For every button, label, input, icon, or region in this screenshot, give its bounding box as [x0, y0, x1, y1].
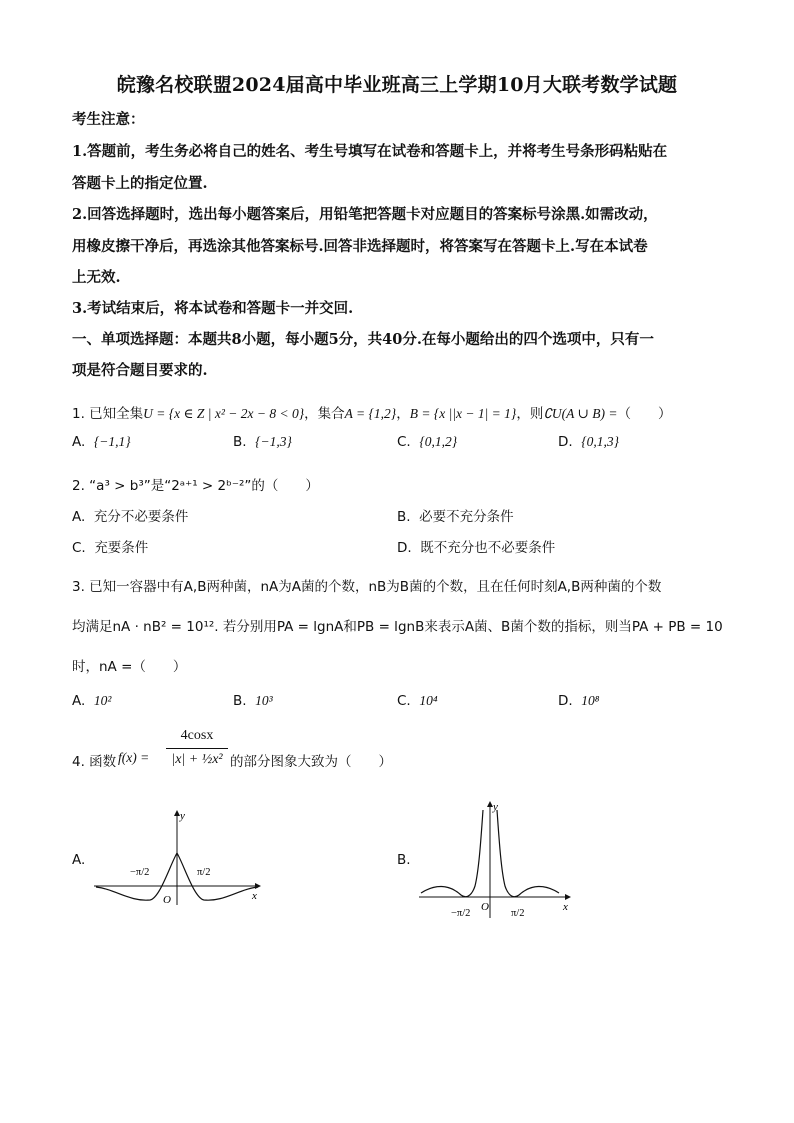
graph-b[interactable]: [415, 798, 575, 923]
notice-item: 上无效.: [72, 269, 121, 286]
graph-a-label[interactable]: A.: [72, 852, 86, 868]
graph-b-y-label: y: [493, 801, 498, 813]
q3-option-c[interactable]: C. 10⁴: [397, 693, 438, 709]
q1-option-a[interactable]: A. {−1,1}: [72, 434, 131, 450]
q2-option-d[interactable]: D. 既不充分也不必要条件: [397, 540, 556, 556]
graph-a-neg-tick: −π/2: [130, 867, 150, 878]
notice-item: 3.考试结束后，将本试卷和答题卡一并交回.: [72, 300, 354, 317]
graph-b-curve-left: [421, 810, 483, 897]
q4-suffix: 的部分图象大致为（ ）: [230, 754, 392, 770]
section-heading-cont: 项是符合题目要求的.: [72, 362, 208, 379]
question-3-line1: 3. 已知一容器中有A,B两种菌，nA为A菌的个数，nB为B菌的个数，且在任何时刻A,B两种菌的个数: [72, 579, 662, 595]
graph-b-pos-tick: π/2: [511, 908, 525, 919]
q2-option-a[interactable]: A. 充分不必要条件: [72, 509, 189, 525]
q4-numerator: 4cosx: [180, 728, 214, 743]
graph-a-y-label: y: [180, 810, 185, 822]
q1-mid1: ，集合: [304, 406, 345, 422]
q3-option-d[interactable]: D. 10⁸: [558, 693, 600, 709]
graph-a-origin: O: [163, 894, 171, 906]
graph-a[interactable]: [90, 805, 270, 910]
page-title: 皖豫名校联盟2024届高中毕业班高三上学期10月大联考数学试题: [116, 74, 678, 96]
graph-a-pos-tick: π/2: [197, 867, 211, 878]
graph-b-label[interactable]: B.: [397, 852, 411, 868]
notice-item: 答题卡上的指定位置.: [72, 175, 208, 192]
q1-paren: （ ）: [617, 406, 672, 422]
notice-item: 用橡皮擦干净后，再选涂其他答案标号.回答非选择题时，将答案写在答题卡上.写在本试卷: [72, 238, 648, 255]
q1-mid3: ，则: [516, 406, 544, 422]
q3-option-a[interactable]: A. 10²: [72, 693, 112, 709]
q2-option-c[interactable]: C. 充要条件: [72, 540, 149, 556]
graph-b-curve-right: [497, 810, 559, 897]
q4-denominator: |x| + ½x²: [171, 752, 223, 767]
q1-option-c[interactable]: C. {0,1,2}: [397, 434, 458, 450]
q1-prefix: 1. 已知全集: [72, 406, 144, 422]
q1-set-b: B = {x ||x − 1| = 1}: [409, 406, 517, 421]
notice-heading: 考生注意：: [72, 111, 145, 128]
graph-b-neg-tick: −π/2: [451, 908, 471, 919]
section-heading: 一、单项选择题：本题共8小题，每小题5分，共40分.在每小题给出的四个选项中，只有一: [72, 331, 654, 348]
question-3-line2: 均满足nA · nB² = 10¹². 若分别用PA = lgnA和PB = lgnB来表示A菌、B菌个数的指标，则当PA + PB = 10: [72, 619, 723, 635]
q1-option-b[interactable]: B. {−1,3}: [233, 434, 292, 450]
question-1: [72, 402, 671, 422]
q1-mid2: ，: [396, 406, 410, 422]
graph-b-x-label: x: [563, 901, 568, 913]
q1-set-a: A = {1,2}: [344, 406, 397, 421]
q1-expression: ∁U(A ∪ B) =: [543, 406, 618, 421]
question-3-line3: 时，nA =（ ）: [72, 659, 187, 675]
q4-fx: f(x) =: [118, 750, 150, 765]
graph-b-origin: O: [481, 901, 489, 913]
notice-item: 1.答题前，考生务必将自己的姓名、考生号填写在试卷和答题卡上，并将考生号条形码粘贴在: [72, 143, 668, 160]
graph-a-x-label: x: [252, 890, 257, 902]
q2-option-b[interactable]: B. 必要不充分条件: [397, 509, 514, 525]
q4-fraction-bar: [166, 748, 228, 749]
q4-prefix: 4. 函数: [72, 754, 117, 770]
q1-option-d[interactable]: D. {0,1,3}: [558, 434, 620, 450]
notice-item: 2.回答选择题时，选出每小题答案后，用铅笔把答题卡对应题目的答案标号涂黑.如需改动，: [72, 206, 658, 223]
q3-option-b[interactable]: B. 10³: [233, 693, 273, 709]
q1-set-u: U = {x ∈ Z | x² − 2x − 8 < 0}: [143, 406, 305, 421]
question-2: 2. “a³ > b³”是“2ᵃ⁺¹ > 2ᵇ⁻²”的（ ）: [72, 478, 319, 494]
